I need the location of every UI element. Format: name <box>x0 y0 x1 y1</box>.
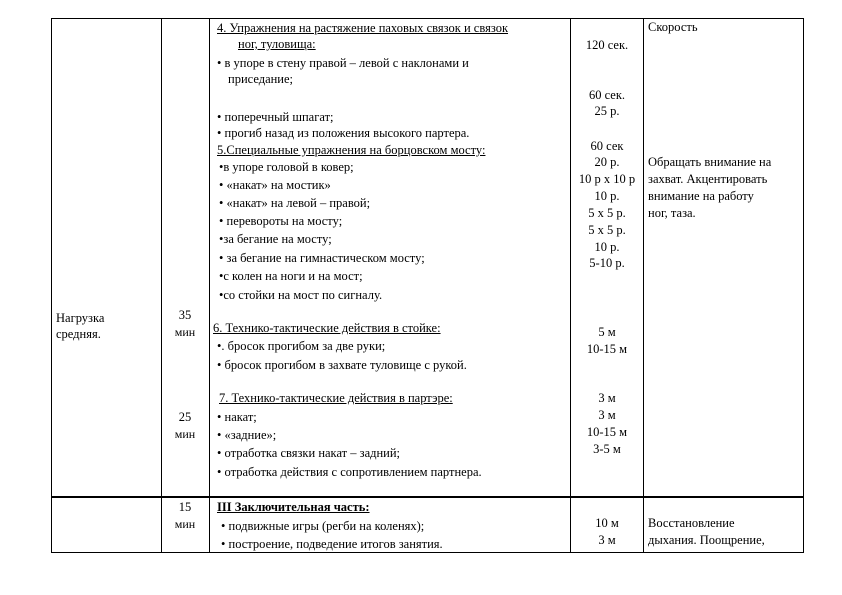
dosage-value: 3-5 м <box>593 442 621 456</box>
table-divider-2 <box>209 18 210 553</box>
section4-item: приседание; <box>228 72 294 86</box>
dosage-value: 10 р. <box>594 189 620 203</box>
dosage-value: 3 м <box>598 533 616 547</box>
table-border-right <box>803 18 804 553</box>
note-attention-line3: внимание на работу <box>648 189 754 203</box>
section5-item: •с колен на ноги и на мост; <box>219 269 363 283</box>
note-attention-line1: Обращать внимание на <box>648 155 772 169</box>
table-border-top <box>51 18 804 19</box>
dosage-value: 25 р. <box>594 104 620 118</box>
section4-item: • поперечный шпагат; <box>217 110 334 124</box>
section5-item: •со стойки на мост по сигналу. <box>219 288 383 302</box>
dosage-value: 10-15 м <box>586 342 628 356</box>
time1-value: 35 <box>178 308 192 322</box>
section7-item: • отработка действия с сопротивлением партнера. <box>217 465 482 479</box>
section4-item: • прогиб назад из положения высокого партера. <box>217 126 470 140</box>
dosage-value: 3 м <box>598 408 616 422</box>
dosage-value: 5-10 р. <box>589 256 625 270</box>
dosage-value: 60 сек. <box>588 88 626 102</box>
section5-item: •за бегание на мосту; <box>219 232 332 246</box>
dosage-value: 10 р. <box>594 240 620 254</box>
time3-value: 15 <box>178 500 192 514</box>
note-recovery-line1: Восстановление <box>648 516 735 530</box>
section7-item: • отработка связки накат – задний; <box>217 446 401 460</box>
section5-item: • «накат» на мостик» <box>219 178 331 192</box>
final-section-heading: III Заключительная часть: <box>217 500 370 514</box>
final-section-item: • подвижные игры (регби на коленях); <box>221 519 425 533</box>
table-divider-4 <box>643 18 644 553</box>
time2-unit: мин <box>174 427 196 441</box>
note-speed: Скорость <box>648 20 698 34</box>
load-label-line2: средняя. <box>56 327 101 341</box>
table-border-bottom <box>51 552 804 553</box>
section5-item: •в упоре головой в ковер; <box>219 160 354 174</box>
time1-unit: мин <box>174 325 196 339</box>
section6-heading: 6. Технико-тактические действия в стойке: <box>213 321 441 335</box>
section6-item: • бросок прогибом в захвате туловище с рукой. <box>217 358 467 372</box>
section5-item: • за бегание на гимнастическом мосту; <box>219 251 425 265</box>
section4-heading-line2: ног, туловища: <box>238 37 316 51</box>
dosage-value: 10-15 м <box>586 425 628 439</box>
note-attention-line4: ног, таза. <box>648 206 696 220</box>
time2-value: 25 <box>178 410 192 424</box>
section7-item: • накат; <box>217 410 257 424</box>
dosage-value: 60 сек <box>590 139 624 153</box>
section7-heading: 7. Технико-тактические действия в партэре: <box>219 391 453 405</box>
dosage-value: 5 м <box>598 325 616 339</box>
note-attention-line2: захват. Акцентировать <box>648 172 768 186</box>
time3-unit: мин <box>174 517 196 531</box>
section5-heading: 5.Специальные упражнения на борцовском мосту: <box>217 143 486 157</box>
load-label-line1: Нагрузка <box>56 311 105 325</box>
section6-item: •. бросок прогибом за две руки; <box>217 339 386 353</box>
dosage-value: 3 м <box>598 391 616 405</box>
section4-item: • в упоре в стену правой – левой с наклонами и <box>217 56 469 70</box>
section5-item: • перевороты на мосту; <box>219 214 343 228</box>
section5-item: • «накат» на левой – правой; <box>219 196 371 210</box>
final-section-item: • построение, подведение итогов занятия. <box>221 537 443 551</box>
dosage-value: 20 р. <box>594 155 620 169</box>
dosage-value: 10 р х 10 р <box>578 172 636 186</box>
section4-heading-line1: 4. Упражнения на растяжение паховых связок и связок <box>217 21 509 35</box>
dosage-value: 120 сек. <box>585 38 629 52</box>
dosage-value: 5 х 5 р. <box>588 206 626 220</box>
dosage-value: 10 м <box>595 516 619 530</box>
table-border-left <box>51 18 52 553</box>
dosage-value: 5 х 5 р. <box>588 223 626 237</box>
note-recovery-line2: дыхания. Поощрение, <box>648 533 765 547</box>
section7-item: • «задние»; <box>217 428 277 442</box>
table-divider-1 <box>161 18 162 553</box>
table-row-divider <box>51 496 804 498</box>
